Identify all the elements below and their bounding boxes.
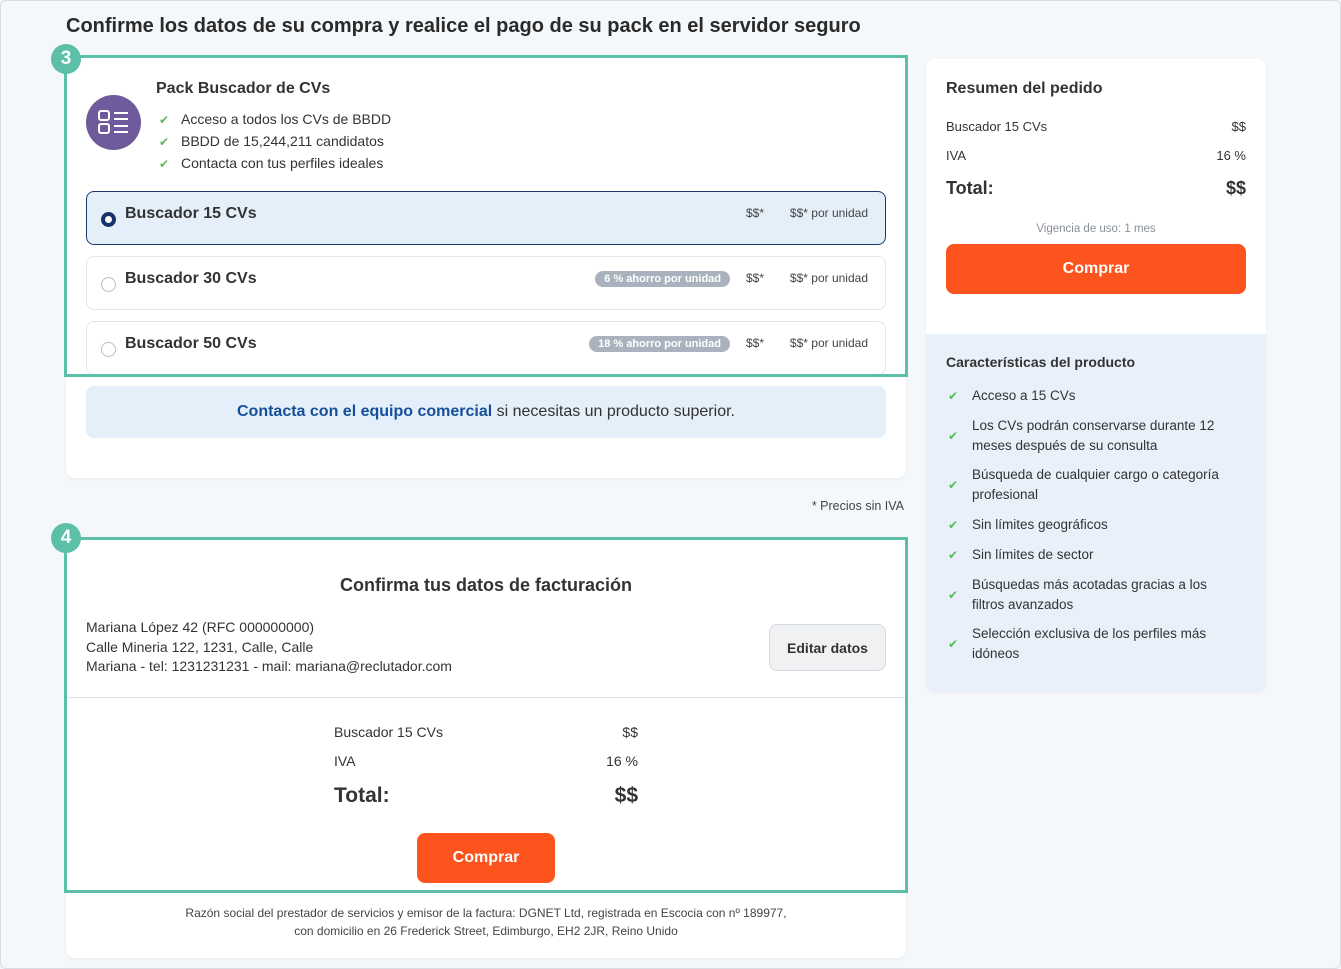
- savings-badge: 6 % ahorro por unidad: [595, 271, 730, 287]
- summary-tax-label: IVA: [946, 148, 966, 163]
- summary-total-label: Total:: [946, 178, 994, 198]
- billing-tax-label: IVA: [334, 753, 356, 769]
- prices-note: * Precios sin IVA: [811, 499, 904, 513]
- check-icon: ✔: [948, 478, 959, 492]
- check-icon: ✔: [948, 389, 959, 403]
- summary-total-value: $$: [1225, 178, 1246, 198]
- billing-item-price: $$: [622, 724, 638, 740]
- savings-badge: 18 % ahorro por unidad: [589, 336, 730, 352]
- check-icon: ✔: [948, 429, 959, 443]
- option-unit-price: $$* por unidad: [789, 271, 868, 285]
- feature-text: Los CVs podrán conservarse durante 12 meses después de su consulta: [972, 418, 1215, 453]
- contact-sales-link[interactable]: Contacta con el equipo comercial: [237, 403, 493, 420]
- product-feature: [948, 624, 1238, 664]
- product-feature: [948, 575, 1238, 615]
- radio[interactable]: [101, 342, 116, 357]
- legal-notice: Razón social del prestador de servicios y emisor de la factura: DGNET Ltd, registrada en Escocia con nº 189977, con domicilio en 26 Frederick Street, Edimburgo, EH2 2JR, Reino Unido: [185, 906, 787, 938]
- edit-data-button[interactable]: Editar datos: [769, 624, 886, 671]
- product-feature: [948, 416, 1238, 456]
- billing-card: [66, 538, 906, 958]
- option-label: Buscador 30 CVs: [125, 270, 257, 287]
- step-4-badge: 4: [51, 523, 81, 553]
- option-15-cvs[interactable]: [86, 191, 886, 245]
- option-price: $$*: [745, 206, 764, 220]
- radio[interactable]: [101, 277, 116, 292]
- buy-button-bottom[interactable]: Comprar: [417, 833, 555, 883]
- feature-text: BBDD de 15,244,211 candidatos: [181, 133, 384, 149]
- billing-total-label: Total:: [334, 784, 390, 807]
- billing-item-label: Buscador 15 CVs: [334, 724, 443, 740]
- option-price: $$*: [745, 271, 764, 285]
- check-icon: ✔: [948, 637, 959, 651]
- option-label: Buscador 50 CVs: [125, 335, 257, 352]
- option-30-cvs[interactable]: [86, 256, 886, 310]
- feature-text: Sin límites de sector: [972, 547, 1094, 562]
- summary-title: Resumen del pedido: [946, 80, 1103, 97]
- option-50-cvs[interactable]: [86, 321, 886, 375]
- product-feature: [948, 465, 1238, 505]
- summary-item-label: Buscador 15 CVs: [946, 119, 1048, 134]
- divider: [67, 697, 905, 698]
- summary-tax-value: 16 %: [1216, 148, 1246, 163]
- option-unit-price: $$* por unidad: [789, 336, 868, 350]
- billing-title: Confirma tus datos de facturación: [339, 575, 633, 595]
- billing-line: Mariana López 42 (RFC 000000000): [86, 619, 315, 635]
- pack-feature: [159, 131, 391, 153]
- pack-icon: [86, 95, 141, 150]
- pack-name: Pack Buscador de CVs: [156, 80, 331, 97]
- check-icon: ✔: [948, 518, 959, 532]
- check-icon: ✔: [159, 113, 170, 127]
- pack-feature: [159, 153, 391, 175]
- option-label: Buscador 15 CVs: [125, 205, 257, 222]
- pack-features: [159, 109, 391, 175]
- summary-item-price: $$: [1231, 119, 1246, 134]
- feature-text: Contacta con tus perfiles ideales: [181, 155, 384, 171]
- check-icon: ✔: [948, 588, 959, 602]
- option-unit-price: $$* por unidad: [789, 206, 868, 220]
- buy-button-summary[interactable]: Comprar: [946, 244, 1246, 294]
- feature-text: Búsqueda de cualquier cargo o categoría profesional: [972, 467, 1219, 502]
- product-feature: [948, 515, 1238, 535]
- features-title: Características del producto: [946, 354, 1136, 370]
- feature-text: Sin límites geográficos: [972, 517, 1108, 532]
- feature-text: Acceso a todos los CVs de BBDD: [181, 111, 392, 127]
- billing-tax-value: 16 %: [606, 753, 638, 769]
- billing-total-value: $$: [614, 784, 638, 807]
- contact-text: si necesitas un producto superior.: [492, 403, 735, 420]
- step-3-badge: 3: [51, 44, 81, 74]
- billing-line: Mariana - tel: 1231231231 - mail: mariana@reclutador.com: [86, 658, 452, 674]
- product-feature: [948, 545, 1238, 565]
- list-icon: [86, 95, 141, 150]
- check-icon: ✔: [159, 135, 170, 149]
- pack-feature: [159, 109, 391, 131]
- feature-text: Acceso a 15 CVs: [972, 388, 1076, 403]
- contact-banner: [86, 386, 886, 438]
- feature-text: Selección exclusiva de los perfiles más idóneos: [972, 626, 1207, 661]
- option-price: $$*: [745, 336, 764, 350]
- billing-address: [86, 618, 452, 677]
- feature-text: Búsquedas más acotadas gracias a los filtros avanzados: [972, 577, 1207, 612]
- product-feature: [948, 386, 1238, 406]
- check-icon: ✔: [159, 157, 170, 171]
- radio-selected[interactable]: [101, 212, 116, 227]
- billing-line: Calle Mineria 122, 1231, Calle, Calle: [86, 638, 314, 655]
- check-icon: ✔: [948, 548, 959, 562]
- validity: Vigencia de uso: 1 mes: [1036, 223, 1156, 235]
- page-title: Confirme los datos de su compra y realice el pago de su pack en el servidor seguro: [66, 15, 861, 37]
